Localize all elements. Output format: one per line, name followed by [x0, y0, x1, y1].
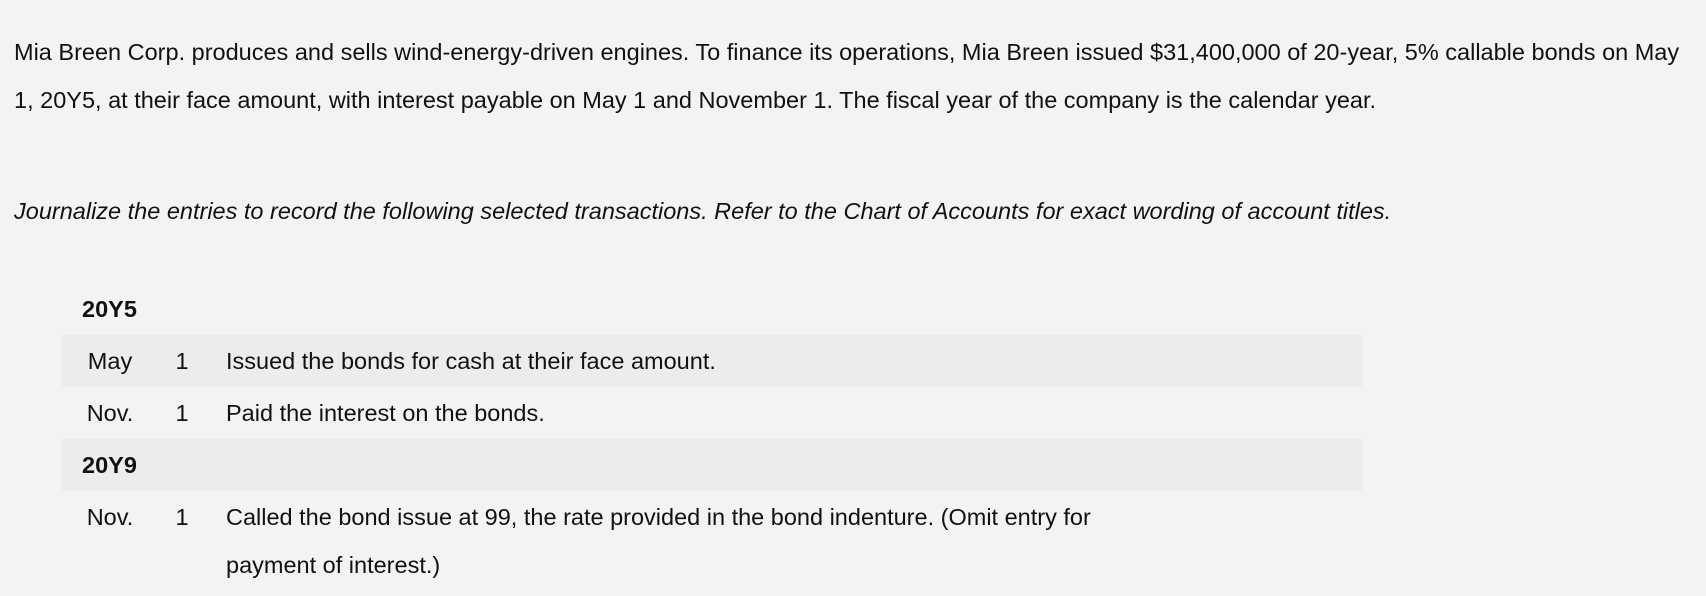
transaction-row [62, 491, 1362, 589]
year-row [62, 439, 1362, 491]
instruction-text: Journalize the entries to record the following selected transactions. Refer to the Chart of Accounts for exact wording of account titles. [14, 198, 1392, 224]
transaction-day: 1 [175, 400, 189, 426]
transaction-month: Nov. [86, 400, 134, 426]
transaction-day: 1 [175, 348, 189, 374]
problem-intro: Mia Breen Corp. produces and sells wind-energy-driven engines. To finance its operations, Mia Breen issued $31,400,000 of 20-year, 5% callable bonds on May 1, 20Y5, at their face amount, with interest payable on May 1 and November 1. The fiscal year of the company is the calendar year. [14, 39, 1680, 113]
transaction-description: Paid the interest on the bonds. [226, 400, 545, 426]
transaction-row [62, 335, 1362, 387]
transaction-month: May [87, 348, 133, 374]
transactions-table [62, 283, 1362, 589]
year-row [62, 283, 1362, 335]
transaction-description: Issued the bonds for cash at their face amount. [226, 348, 716, 374]
year-label: 20Y5 [82, 296, 137, 322]
transaction-description: Called the bond issue at 99, the rate provided in the bond indenture. (Omit entry for payment of interest.) [226, 504, 1091, 578]
transaction-day: 1 [175, 504, 189, 530]
transaction-row [62, 387, 1362, 439]
transaction-month: Nov. [86, 504, 134, 530]
year-label: 20Y9 [82, 452, 137, 478]
